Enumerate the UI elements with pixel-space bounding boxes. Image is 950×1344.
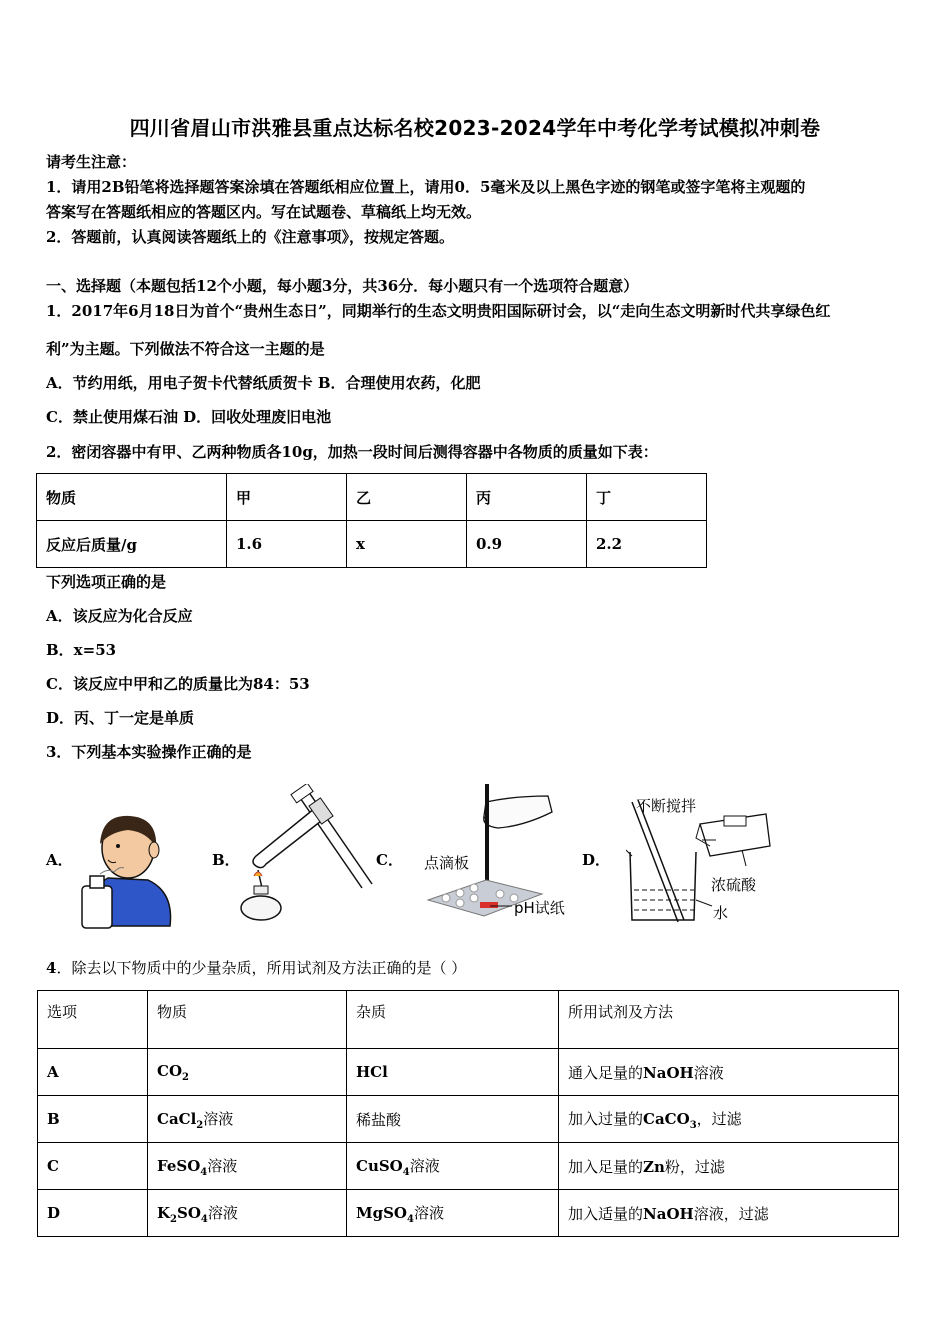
q3-label-c: C． bbox=[376, 851, 403, 869]
q1-stem-a: 1．2017年6月18日为首个“贵州生态日”，同期举行的生态文明贵阳国际研讨会，以“走向生态文明新时代共享绿色红 bbox=[46, 302, 831, 320]
table-cell: 2.2 bbox=[587, 521, 707, 568]
table-cell: 1.6 bbox=[227, 521, 347, 568]
table-cell: $K_2SO_4$溶液 bbox=[148, 1190, 347, 1237]
table-header-cell: 选项 bbox=[38, 991, 148, 1049]
table-row bbox=[37, 474, 707, 521]
q3-stem: 3．下列基本实验操作正确的是 bbox=[46, 743, 252, 761]
table-cell: 通入足量的NaOH溶液 bbox=[559, 1049, 899, 1096]
figure-d-water-label: 水 bbox=[713, 904, 729, 922]
table-cell: 甲 bbox=[227, 474, 347, 521]
notice-heading: 请考生注意： bbox=[46, 153, 137, 171]
q4-stem-text: ．除去以下物质中的少量杂质，所用试剂及方法正确的是（ ） bbox=[56, 959, 467, 977]
table-cell: x bbox=[347, 521, 467, 568]
table-cell: A bbox=[38, 1049, 148, 1096]
table-row bbox=[37, 521, 707, 568]
figure-heating-tube-icon bbox=[236, 784, 374, 926]
figure-smelling-icon bbox=[78, 808, 174, 930]
q3-label-a: A． bbox=[46, 851, 73, 869]
table-cell: D bbox=[38, 1190, 148, 1237]
notice-line-1a: 1．请用2B铅笔将选择题答案涂填在答题纸相应位置上，请用0．5毫米及以上黑色字迹的钢笔或签字笔将主观题的 bbox=[46, 178, 806, 196]
q4-impurity-table bbox=[37, 990, 899, 1237]
table-row bbox=[38, 1096, 899, 1143]
q2-option-c: C．该反应中甲和乙的质量比为84：53 bbox=[46, 675, 310, 693]
figure-c-paper-label: pH试纸 bbox=[514, 899, 565, 917]
table-cell: 丁 bbox=[587, 474, 707, 521]
q4-stem: 4．除去以下物质中的少量杂质，所用试剂及方法正确的是（ ） bbox=[46, 959, 467, 977]
q3-label-d: D． bbox=[582, 851, 611, 869]
table-row bbox=[38, 1049, 899, 1096]
table-cell: 反应后质量/g bbox=[37, 521, 227, 568]
table-cell: CuSO$_4$溶液 bbox=[347, 1143, 559, 1190]
table-cell: 加入足量的Zn粉，过滤 bbox=[559, 1143, 899, 1190]
q1-stem-b: 利”为主题。下列做法不符合这一主题的是 bbox=[46, 340, 325, 358]
q2-mass-table bbox=[36, 473, 707, 568]
figure-d-acid-label: 浓硫酸 bbox=[711, 876, 757, 894]
q2-prompt: 下列选项正确的是 bbox=[46, 573, 167, 591]
q2-stem: 2．密闭容器中有甲、乙两种物质各10g，加热一段时间后测得容器中各物质的质量如下表： bbox=[46, 443, 658, 461]
table-row bbox=[38, 1190, 899, 1237]
table-cell: $CO_2$ bbox=[148, 1049, 347, 1096]
table-cell: C bbox=[38, 1143, 148, 1190]
notice-line-2: 2．答题前，认真阅读答题纸上的《注意事项》，按规定答题。 bbox=[46, 228, 454, 246]
q1-options-ab: A．节约用纸，用电子贺卡代替纸质贺卡 B．合理使用农药，化肥 bbox=[46, 374, 481, 392]
table-cell: MgSO$_4$溶液 bbox=[347, 1190, 559, 1237]
section-heading: 一、选择题（本题包括12个小题，每小题3分，共36分．每小题只有一个选项符合题意） bbox=[46, 277, 639, 295]
notice-line-1b: 答案写在答题纸相应的答题区内。写在试题卷、草稿纸上均无效。 bbox=[46, 203, 482, 221]
table-header-cell: 物质 bbox=[148, 991, 347, 1049]
table-cell: 加入适量的NaOH溶液，过滤 bbox=[559, 1190, 899, 1237]
table-cell: FeSO$_4$溶液 bbox=[148, 1143, 347, 1190]
q2-option-a: A．该反应为化合反应 bbox=[46, 607, 193, 625]
q3-label-b: B． bbox=[212, 851, 240, 869]
page-title: 四川省眉山市洪雅县重点达标名校2023-2024学年中考化学考试模拟冲刺卷 bbox=[129, 116, 821, 140]
q2-option-d: D．丙、丁一定是单质 bbox=[46, 709, 195, 727]
q1-options-cd: C．禁止使用煤石油 D．回收处理废旧电池 bbox=[46, 408, 332, 426]
table-header-cell: 杂质 bbox=[347, 991, 559, 1049]
figure-c-plate-label: 点滴板 bbox=[424, 854, 470, 872]
table-cell: 0.9 bbox=[467, 521, 587, 568]
table-cell: 丙 bbox=[467, 474, 587, 521]
table-row bbox=[38, 1143, 899, 1190]
table-cell: 物质 bbox=[37, 474, 227, 521]
table-cell: 乙 bbox=[347, 474, 467, 521]
table-cell: B bbox=[38, 1096, 148, 1143]
table-cell: HCl bbox=[347, 1049, 559, 1096]
table-header-cell: 所用试剂及方法 bbox=[559, 991, 899, 1049]
table-row bbox=[38, 991, 899, 1049]
table-cell: 加入过量的CaCO$_3$，过滤 bbox=[559, 1096, 899, 1143]
table-cell: 稀盐酸 bbox=[347, 1096, 559, 1143]
figure-d-stir-label: 不断搅拌 bbox=[636, 797, 697, 815]
q2-option-b: B．x=53 bbox=[46, 641, 117, 659]
table-cell: CaCl$_2$溶液 bbox=[148, 1096, 347, 1143]
